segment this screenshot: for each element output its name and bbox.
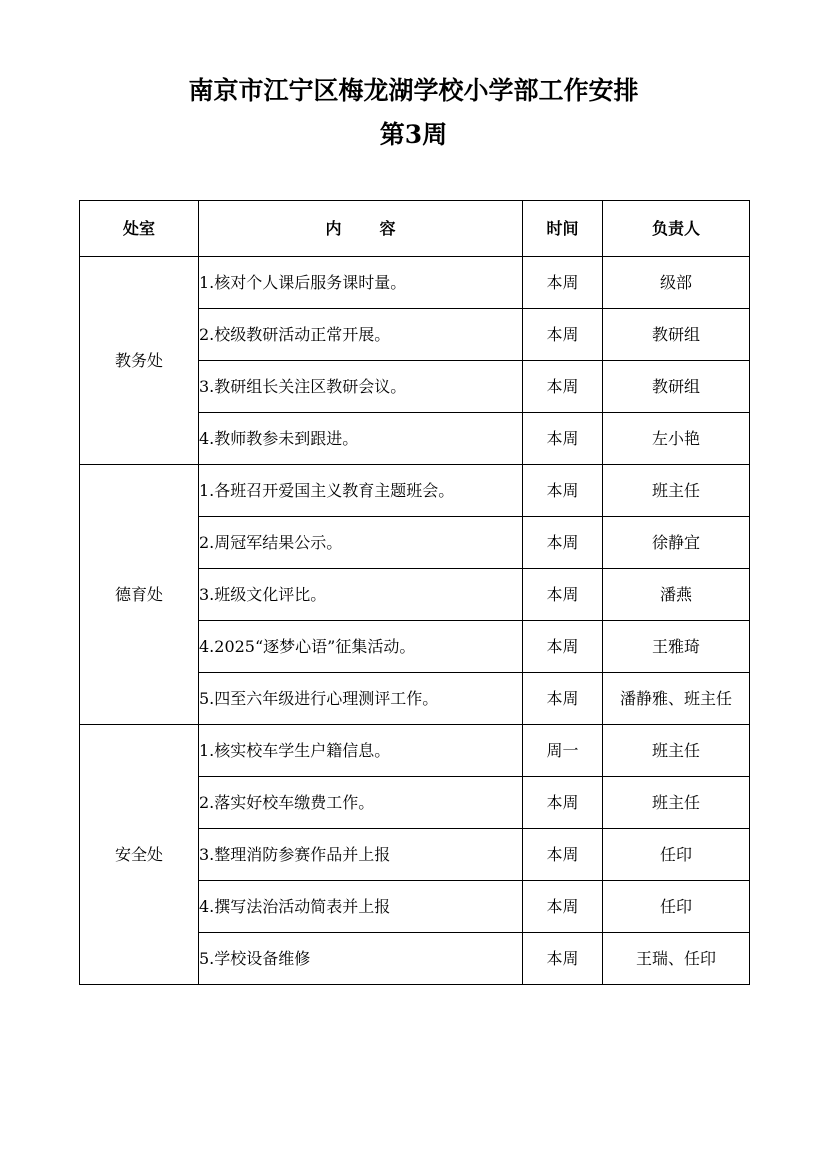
table-row: [80, 465, 750, 517]
table-row: [80, 257, 750, 309]
content-cell: 1.各班召开爱国主义教育主题班会。: [199, 465, 523, 517]
time-cell: 周一: [523, 725, 603, 777]
owner-cell: 教研组: [603, 361, 750, 413]
time-cell: 本周: [523, 881, 603, 933]
time-cell: 本周: [523, 829, 603, 881]
column-header-content-second: 容: [379, 218, 396, 238]
column-header-dept: 处室: [80, 201, 199, 257]
time-cell: 本周: [523, 673, 603, 725]
column-header-content-first: 内: [325, 218, 342, 238]
column-header-owner: 负责人: [603, 201, 750, 257]
time-cell: 本周: [523, 933, 603, 985]
content-cell: 3.整理消防参赛作品并上报: [199, 829, 523, 881]
time-cell: 本周: [523, 621, 603, 673]
time-cell: 本周: [523, 361, 603, 413]
owner-cell: 王雅琦: [603, 621, 750, 673]
owner-cell: 教研组: [603, 309, 750, 361]
content-cell: 4.2025“逐梦心语”征集活动。: [199, 621, 523, 673]
time-cell: 本周: [523, 517, 603, 569]
owner-cell: 任印: [603, 881, 750, 933]
content-cell: 2.周冠军结果公示。: [199, 517, 523, 569]
document-title: 南京市江宁区梅龙湖学校小学部工作安排: [188, 76, 639, 105]
dept-cell: 教务处: [80, 257, 199, 465]
owner-cell: 班主任: [603, 725, 750, 777]
content-cell: 5.学校设备维修: [199, 933, 523, 985]
time-cell: 本周: [523, 777, 603, 829]
owner-cell: 任印: [603, 829, 750, 881]
owner-cell: 左小艳: [603, 413, 750, 465]
owner-cell: 潘燕: [603, 569, 750, 621]
time-cell: 本周: [523, 309, 603, 361]
time-cell: 本周: [523, 257, 603, 309]
owner-cell: 王瑞、任印: [603, 933, 750, 985]
dept-cell: 德育处: [80, 465, 199, 725]
content-cell: 2.落实好校车缴费工作。: [199, 777, 523, 829]
week-label: 第3周: [379, 120, 448, 149]
owner-cell: 班主任: [603, 465, 750, 517]
time-cell: 本周: [523, 569, 603, 621]
content-cell: 4.撰写法治活动简表并上报: [199, 881, 523, 933]
column-header-time: 时间: [523, 201, 603, 257]
content-cell: 1.核实校车学生户籍信息。: [199, 725, 523, 777]
owner-cell: 潘静雅、班主任: [603, 673, 750, 725]
content-cell: 4.教师教参未到跟进。: [199, 413, 523, 465]
content-cell: 2.校级教研活动正常开展。: [199, 309, 523, 361]
content-cell: 3.教研组长关注区教研会议。: [199, 361, 523, 413]
content-cell: 5.四至六年级进行心理测评工作。: [199, 673, 523, 725]
owner-cell: 徐静宜: [603, 517, 750, 569]
owner-cell: 班主任: [603, 777, 750, 829]
owner-cell: 级部: [603, 257, 750, 309]
table-header-row: [80, 201, 750, 257]
column-header-content: [199, 201, 523, 257]
content-cell: 1.核对个人课后服务课时量。: [199, 257, 523, 309]
time-cell: 本周: [523, 465, 603, 517]
dept-cell: 安全处: [80, 725, 199, 985]
content-cell: 3.班级文化评比。: [199, 569, 523, 621]
table-row: [80, 725, 750, 777]
time-cell: 本周: [523, 413, 603, 465]
work-schedule-table: [79, 200, 750, 985]
